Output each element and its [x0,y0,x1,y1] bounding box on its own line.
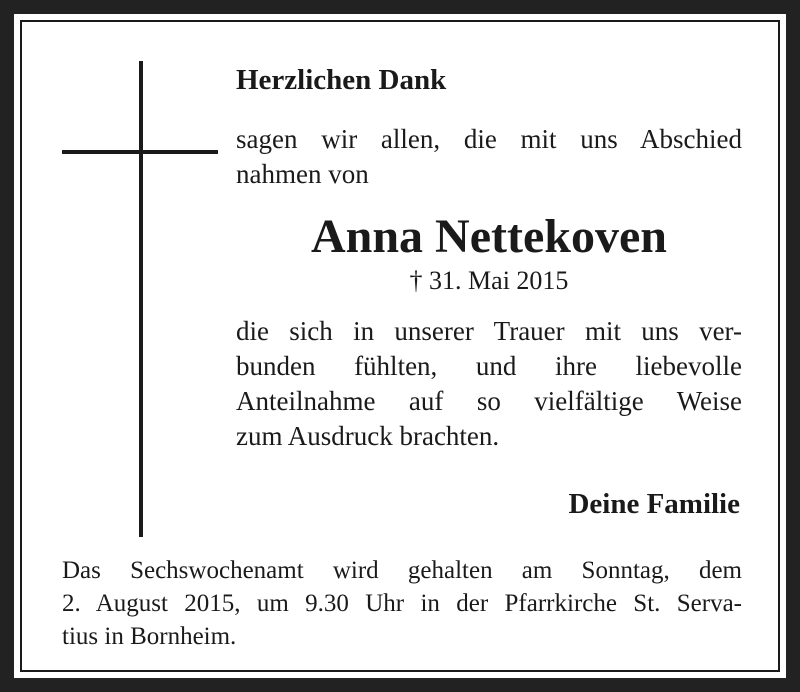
mass-announcement [62,554,742,653]
footer-line: Das Sechswochenamt wird gehalten am Sonntag, dem [62,557,742,584]
footer-line: tius in Bornheim. [62,623,237,650]
thanks-line: bunden fühlten, und ihre liebevolle [236,351,742,381]
intro-line: nahmen von [236,159,369,189]
thanks-line: Anteilnahme auf so vielfältige Weise [236,386,742,416]
deceased-name: Anna Nettekoven [311,210,667,263]
intro-paragraph [236,122,742,192]
thanks-line: die sich in unserer Trauer mit uns ver- [236,316,742,346]
footer-line: 2. August 2015, um 9.30 Uhr in der Pfarrkirche St. Serva- [62,590,742,617]
signature: Deine Familie [568,488,740,520]
cross-icon-vertical-bar [139,61,143,537]
death-date: † 31. Mai 2015 [409,266,569,295]
intro-line: sagen wir allen, die mit uns Abschied [236,124,742,154]
thanks-paragraph [236,314,742,454]
cross-icon-horizontal-bar [62,150,218,154]
thanks-line: zum Ausdruck brachten. [236,421,500,451]
notice-card [14,14,786,678]
notice-heading: Herzlichen Dank [236,64,447,96]
